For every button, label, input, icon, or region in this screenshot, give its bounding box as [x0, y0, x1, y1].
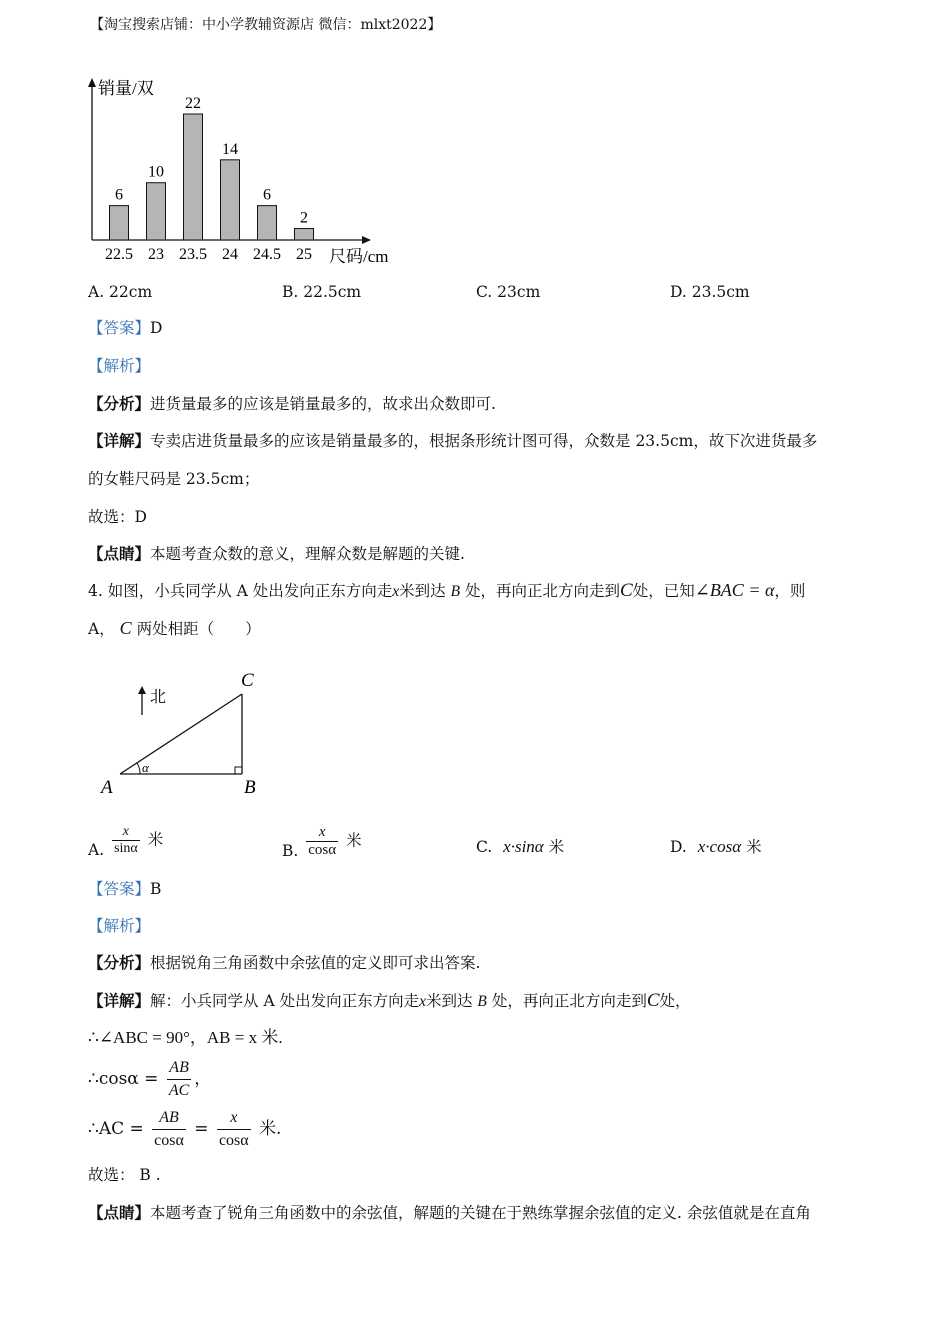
data-label: 6: [115, 186, 123, 204]
right-angle-mark: [235, 767, 242, 774]
bar: [147, 183, 166, 240]
fraction-denominator: sinα: [114, 841, 138, 856]
fraction-numerator: x: [306, 824, 338, 842]
q4-option-d: [670, 835, 762, 857]
tick-label: 23.5: [179, 246, 207, 263]
fraction-numerator: x: [217, 1107, 251, 1130]
stem-part: ，则: [774, 582, 806, 600]
triangle-figure: [90, 660, 290, 805]
x-axis-arrow-icon: [362, 236, 371, 244]
stem-part: 米到达: [399, 582, 446, 600]
q4-option-b: [282, 824, 362, 859]
var-c: C: [646, 990, 660, 1011]
q3-option-b: B. 22.5cm: [282, 283, 362, 301]
data-label: 14: [222, 140, 238, 158]
tick-label: 23: [148, 246, 164, 263]
tick-label: 25: [296, 246, 312, 263]
label-c: C: [241, 670, 254, 691]
q4-option-a: [88, 824, 163, 857]
north-label: 北: [150, 689, 167, 706]
fraction-denominator: cosα: [308, 842, 337, 858]
bar: [258, 206, 277, 240]
fraction-denominator: cosα: [154, 1132, 184, 1149]
q4-stem-line1: [88, 579, 805, 603]
var-b: B: [477, 993, 487, 1010]
fraction-numerator: AB: [152, 1107, 186, 1130]
y-axis-arrow-icon: [88, 78, 96, 87]
q3-comment: [88, 543, 465, 565]
fraction-numerator: AB: [167, 1057, 191, 1080]
comment-tag: 【点睛】: [88, 544, 151, 563]
analysis-tag: 【分析】: [88, 394, 151, 413]
q4-stem-line2: [88, 617, 261, 640]
bar: [110, 206, 129, 240]
q4-detail: [88, 990, 691, 1013]
angle-expr: ∠BAC = α: [694, 580, 775, 600]
option-unit: 米: [548, 838, 565, 856]
fraction-numerator: x: [112, 824, 140, 841]
fraction-denominator: cosα: [218, 1132, 249, 1149]
tick-label: 24: [222, 246, 238, 263]
option-unit: 米: [746, 838, 762, 856]
detail-tag: 【详解】: [88, 431, 151, 450]
option-label: D.: [670, 838, 687, 856]
option-label: A.: [88, 840, 105, 859]
tick-label: 22.5: [105, 246, 133, 263]
north-arrow-head-icon: [138, 686, 146, 694]
stem-part: A，: [88, 620, 115, 638]
detail-part: 处，: [659, 992, 691, 1010]
answer-value: D: [150, 319, 163, 337]
equals-sign: =: [194, 1119, 209, 1139]
option-unit: 米: [147, 830, 164, 849]
fraction-denominator: AC: [168, 1082, 190, 1099]
option-unit: 米: [346, 831, 362, 850]
stem-part: 处，已知: [632, 582, 695, 600]
q3-option-c: C. 23cm: [476, 283, 541, 301]
step-suffix: ，: [194, 1069, 212, 1089]
y-axis-label: 销量/双: [98, 79, 154, 98]
comment-text: 本题考查众数的意义，理解众数是解题的关键.: [150, 545, 465, 563]
q3-jiexi-tag: 【解析】: [88, 357, 151, 375]
answer-tag: 【答案】: [88, 880, 151, 898]
step-prefix: ∴cosα =: [88, 1069, 159, 1089]
bar-chart: [80, 72, 410, 272]
q4-step3: [88, 1107, 281, 1152]
q4-jiexi-tag: 【解析】: [88, 917, 151, 935]
option-label: C.: [476, 838, 493, 856]
q4-comment: [88, 1202, 811, 1224]
q4-choice: 故选： B .: [88, 1166, 161, 1184]
step-prefix: ∴AC =: [88, 1119, 144, 1139]
detail-part: 解：小兵同学从 A 处出发向正东方向走: [150, 992, 420, 1010]
stem-part: 两处相距（ ）: [136, 620, 261, 638]
analysis-text: 根据锐角三角函数中余弦值的定义即可求出答案.: [150, 954, 481, 972]
option-expr: x·cosα: [697, 837, 742, 856]
x-axis-label: 尺码/cm: [329, 247, 389, 266]
stem-part: 4. 如图，小兵同学从 A 处出发向正东方向走: [88, 582, 393, 600]
data-label: 10: [148, 163, 164, 181]
bar: [295, 229, 314, 240]
detail-part: 米到达: [425, 992, 473, 1010]
detail-text: 专卖店进货量最多的应该是销量最多的，根据条形统计图可得，众数是 23.5cm，故下次进货最多: [150, 432, 818, 450]
data-label: 22: [185, 95, 201, 112]
var-c: C: [119, 618, 132, 638]
var-x: x: [392, 583, 400, 600]
angle-arc: [137, 763, 140, 774]
answer-value: B: [150, 880, 162, 898]
q3-analysis: [88, 393, 496, 415]
q3-option-d: D. 23.5cm: [670, 283, 750, 301]
q4-option-c: [476, 835, 564, 857]
step-suffix: 米.: [259, 1119, 282, 1139]
tick-label: 24.5: [253, 246, 281, 263]
q3-choice: 故选：D: [88, 508, 147, 526]
analysis-tag: 【分析】: [88, 953, 151, 972]
bar: [184, 114, 203, 240]
q4-step2: [88, 1057, 211, 1102]
page-header: 【淘宝搜索店铺：中小学教辅资源店 微信：mlxt2022】: [90, 17, 442, 33]
label-b: B: [244, 777, 256, 798]
detail-part: 处，再向正北方向走到: [491, 992, 647, 1010]
alpha-label: α: [142, 760, 149, 775]
q3-answer: [88, 317, 162, 339]
bar: [221, 160, 240, 240]
q3-detail-line2: 的女鞋尺码是 23.5cm；: [88, 470, 260, 488]
q4-analysis: [88, 952, 480, 974]
answer-tag: 【答案】: [88, 319, 151, 337]
comment-text: 本题考查了锐角三角函数中的余弦值，解题的关键在于熟练掌握余弦值的定义. 余弦值就是在直角: [150, 1204, 811, 1222]
q4-answer: [88, 878, 161, 900]
comment-tag: 【点睛】: [88, 1203, 151, 1222]
option-label: B.: [282, 841, 299, 860]
label-a: A: [101, 777, 113, 798]
data-label: 2: [300, 209, 308, 227]
detail-tag: 【详解】: [88, 991, 151, 1010]
side-ac: [120, 694, 242, 774]
stem-part: 处，再向正北方向走到: [465, 582, 621, 600]
option-expr: x·sinα: [503, 837, 544, 856]
var-x: x: [419, 993, 426, 1010]
var-c: C: [620, 580, 633, 601]
q3-option-a: A. 22cm: [88, 283, 153, 301]
data-label: 6: [263, 186, 271, 204]
q3-detail-line1: [88, 430, 817, 452]
var-b: B: [450, 583, 461, 600]
q4-step1: ∴∠ABC = 90°，AB = x 米.: [88, 1028, 283, 1047]
analysis-text: 进货量最多的应该是销量最多的，故求出众数即可.: [150, 395, 496, 413]
